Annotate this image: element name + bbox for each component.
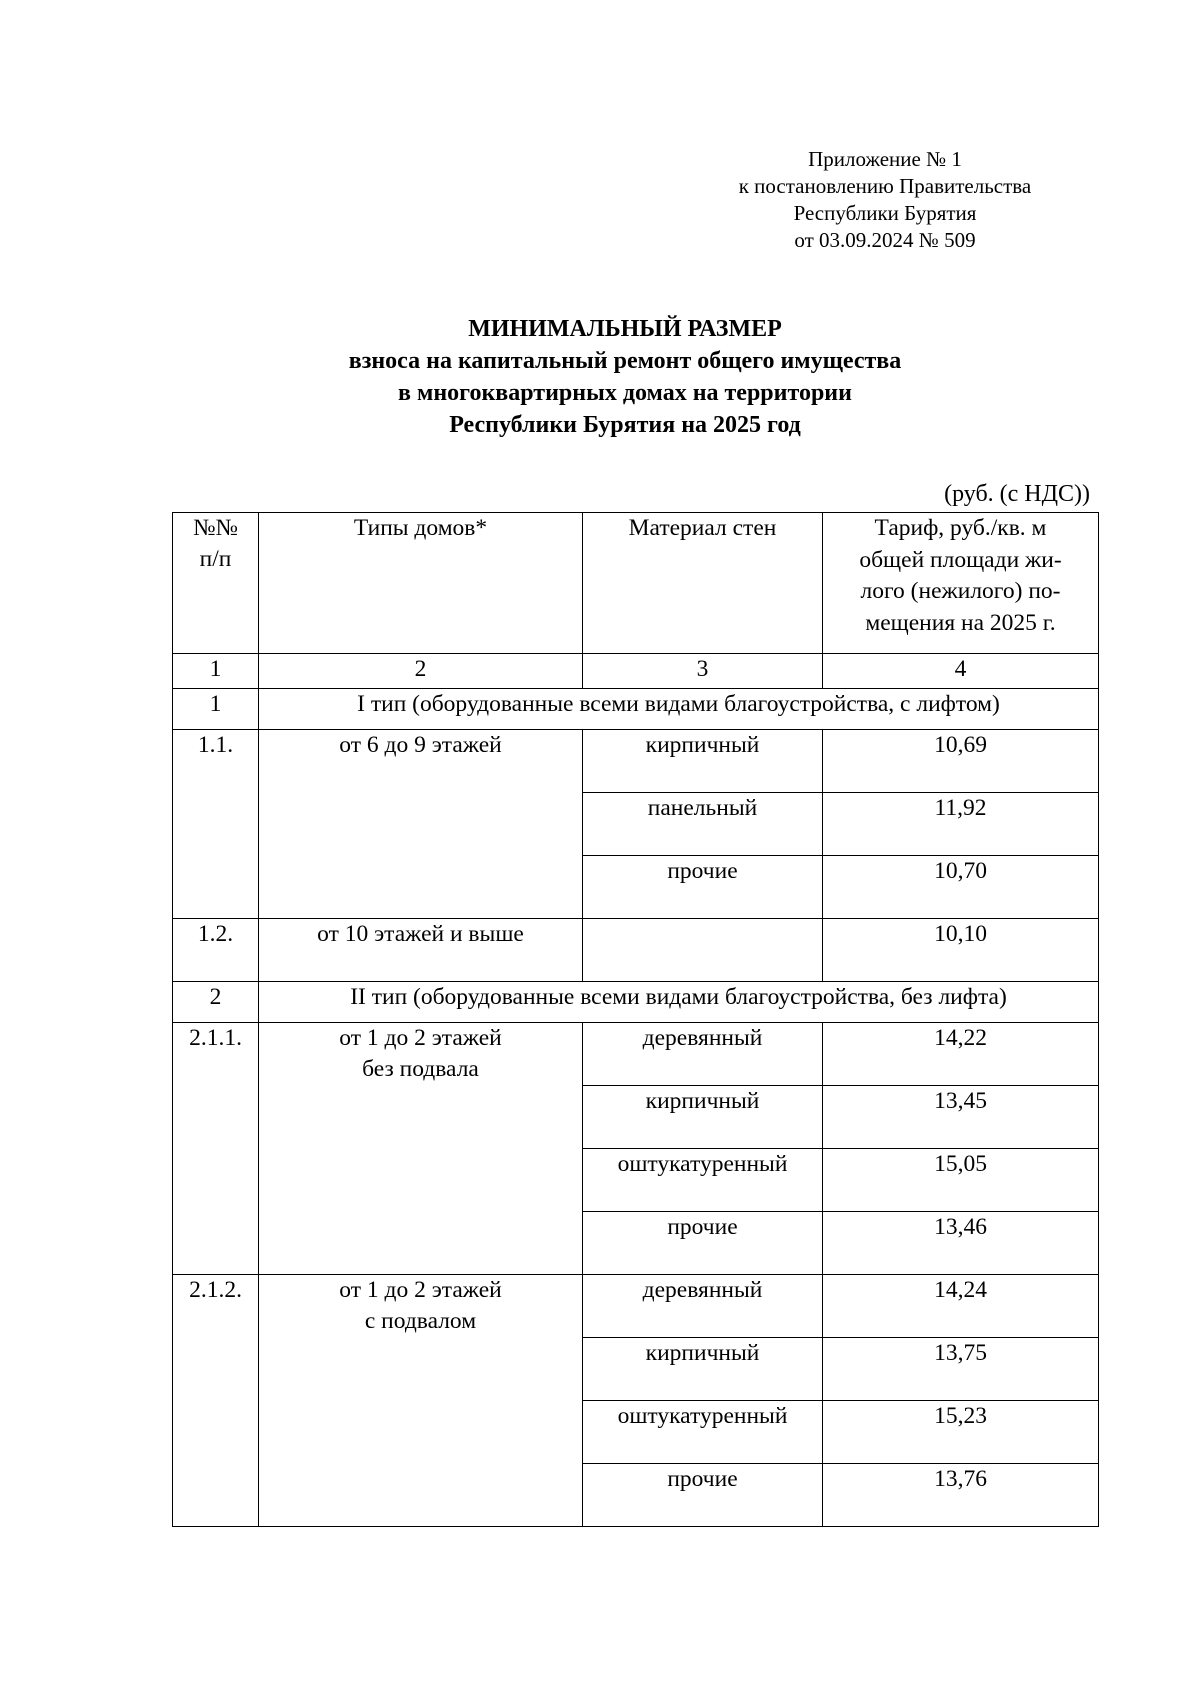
appendix-line: к постановлению Правительства <box>738 174 1032 198</box>
column-number: 3 <box>583 654 823 689</box>
group-number: 2 <box>173 982 259 1023</box>
tariff-value: 10,69 <box>823 730 1099 793</box>
header-tariff-line: лого (нежилого) по- <box>860 578 1061 604</box>
title-line: в многоквартирных домах на территории <box>398 380 852 406</box>
group-label: I тип (оборудованные всеми видами благоустройства, с лифтом) <box>259 689 1099 730</box>
title-line: взноса на капитальный ремонт общего имущества <box>348 348 902 374</box>
wall-material <box>583 919 823 982</box>
wall-material: прочие <box>583 856 823 919</box>
column-number-row <box>173 654 1099 689</box>
wall-material: панельный <box>583 793 823 856</box>
house-type-line: от 1 до 2 этажей <box>339 1025 502 1051</box>
wall-material: прочие <box>583 1212 823 1275</box>
tariff-value: 10,10 <box>823 919 1099 982</box>
column-number: 4 <box>823 654 1099 689</box>
header-number-line: п/п <box>199 546 232 572</box>
appendix-line: Приложение № 1 <box>808 147 962 171</box>
units-note: (руб. (с НДС)) <box>944 481 1090 507</box>
tariff-value: 15,23 <box>823 1401 1099 1464</box>
header-wall-material: Материал стен <box>583 513 823 654</box>
table-row <box>173 730 1099 793</box>
wall-material: оштукатуренный <box>583 1149 823 1212</box>
column-number: 1 <box>173 654 259 689</box>
house-type-line: с подвалом <box>364 1308 477 1334</box>
house-type: от 6 до 9 этажей <box>259 730 583 919</box>
group-number: 1 <box>173 689 259 730</box>
header-house-types: Типы домов* <box>259 513 583 654</box>
house-type: от 10 этажей и выше <box>259 919 583 982</box>
house-type <box>259 1275 583 1527</box>
tariff-table <box>172 512 1099 1527</box>
appendix-line: от 03.09.2024 № 509 <box>794 228 976 252</box>
row-number: 2.1.2. <box>173 1275 259 1527</box>
tariff-value: 15,05 <box>823 1149 1099 1212</box>
appendix-block <box>700 146 1070 254</box>
house-type-line: без подвала <box>362 1056 479 1082</box>
wall-material: прочие <box>583 1464 823 1527</box>
table-header-row <box>173 513 1099 654</box>
tariff-value: 13,46 <box>823 1212 1099 1275</box>
group-row <box>173 689 1099 730</box>
header-tariff-line: мещения на 2025 г. <box>865 609 1056 636</box>
table-row <box>173 1023 1099 1086</box>
header-tariff-line: Тариф, руб./кв. м <box>874 515 1047 541</box>
appendix-line: Республики Бурятия <box>793 201 977 225</box>
column-number: 2 <box>259 654 583 689</box>
tariff-value: 10,70 <box>823 856 1099 919</box>
table-row <box>173 1275 1099 1338</box>
wall-material: кирпичный <box>583 1338 823 1401</box>
wall-material: кирпичный <box>583 730 823 793</box>
table-row <box>173 919 1099 982</box>
header-tariff <box>823 513 1099 654</box>
house-type <box>259 1023 583 1275</box>
group-row <box>173 982 1099 1023</box>
header-tariff-line: общей площади жи- <box>859 546 1062 573</box>
tariff-value: 13,45 <box>823 1086 1099 1149</box>
row-number: 1.1. <box>173 730 259 919</box>
tariff-value: 11,92 <box>823 793 1099 856</box>
header-number-line: №№ <box>193 515 238 541</box>
tariff-value: 13,75 <box>823 1338 1099 1401</box>
title-line: Республики Бурятия на 2025 год <box>449 412 801 438</box>
tariff-value: 14,24 <box>823 1275 1099 1338</box>
wall-material: деревянный <box>583 1023 823 1086</box>
header-number <box>173 513 259 654</box>
row-number: 1.2. <box>173 919 259 982</box>
wall-material: деревянный <box>583 1275 823 1338</box>
tariff-value: 14,22 <box>823 1023 1099 1086</box>
row-number: 2.1.1. <box>173 1023 259 1275</box>
title-line: МИНИМАЛЬНЫЙ РАЗМЕР <box>468 316 782 342</box>
house-type-line: от 1 до 2 этажей <box>339 1277 502 1303</box>
wall-material: оштукатуренный <box>583 1401 823 1464</box>
tariff-value: 13,76 <box>823 1464 1099 1527</box>
group-label: II тип (оборудованные всеми видами благоустройства, без лифта) <box>259 982 1099 1023</box>
document-title <box>160 313 1090 441</box>
wall-material: кирпичный <box>583 1086 823 1149</box>
